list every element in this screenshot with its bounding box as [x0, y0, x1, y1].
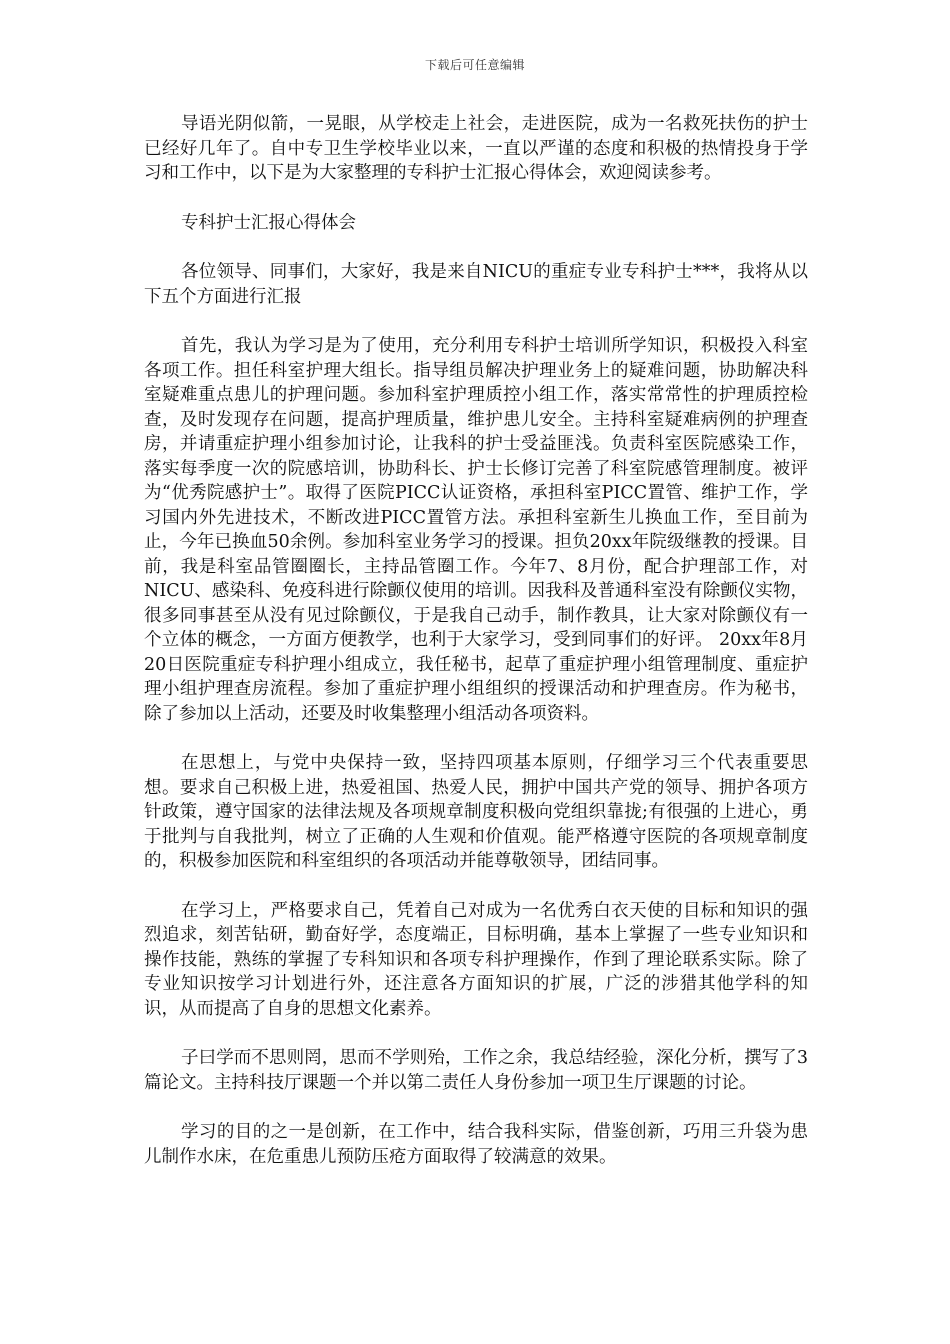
body-paragraph-1: 首先，我认为学习是为了使用，充分利用专科护士培训所学知识，积极投入科室各项工作。担任科室护理大组长。指导组员解决护理业务上的疑难问题，协助解决科室疑难重点患儿的护理问题。参加科室护理质控小组工作，落实常常性的护理质控检查，及时发现存在问题，提高护理质量，维护患儿安全。主持科室疑难病例的护理查房，并请重症护理小组参加讨论，让我科的护士受益匪浅。负责科室医院感染工作，落实每季度一次的院感培训，协助科长、护士长修订完善了科室院感管理制度。被评为“优秀院感护士”。取得了医院PICC认证资格，承担科室PICC置管、维护工作，学习国内外先进技术，不断改进PICC置管方法。承担科室新生儿换血工作，至目前为止，今年已换血50余例。参加科室业务学习的授课。担负20xx年院级继教的授课。目前，我是科室品管圈圈长，主持品管圈工作。今年7、8月份，配合护理部工作，对NICU、感染科、免疫科进行除颤仪使用的培训。因我科及普通科室没有除颤仪实物，很多同事甚至从没有见过除颤仪，于是我自己动手，制作教具，让大家对除颤仪有一个立体的概念，一方面方便教学，也利于大家学习，受到同事们的好评。 20xx年8月20日医院重症专科护理小组成立，我任秘书，起草了重症护理小组管理制度、重症护理小组护理查房流程。参加了重症护理小组组织的授课活动和护理查房。作为秘书，除了参加以上活动，还要及时收集整理小组活动各项资料。 — [144, 336, 808, 724]
body-paragraph-5: 学习的目的之一是创新，在工作中，结合我科实际，借鉴创新，巧用三升袋为患儿制作水床，在危重患儿预防压疮方面取得了较满意的效果。 — [144, 1122, 808, 1167]
document-title: 专科护士汇报心得体会 — [181, 212, 356, 233]
page-header: 下载后可任意编辑 — [424, 58, 525, 72]
document-body — [144, 112, 808, 1194]
body-paragraph-4: 子曰学而不思则罔，思而不学则殆，工作之余，我总结经验，深化分析，撰写了3篇论文。主持科技厅课题一个并以第二责任人身份参加一项卫生厅课题的讨论。 — [144, 1048, 808, 1093]
greeting-paragraph: 各位领导、同事们，大家好，我是来自NICU的重症专业专科护士***，我将从以下五个方面进行汇报 — [144, 262, 808, 307]
intro-paragraph: 导语光阴似箭，一晃眼，从学校走上社会，走进医院，成为一名救死扶伤的护士已经好几年了。自中专卫生学校毕业以来，一直以严谨的态度和积极的热情投身于学习和工作中，以下是为大家整理的专科护士汇报心得体会，欢迎阅读参考。 — [144, 114, 808, 183]
body-paragraph-2: 在思想上，与党中央保持一致，坚持四项基本原则，仔细学习三个代表重要思想。要求自己积极上进，热爱祖国、热爱人民，拥护中国共产党的领导、拥护各项方针政策，遵守国家的法律法规及各项规章制度积极向党组织靠拢;有很强的上进心，勇于批判与自我批判，树立了正确的人生观和价值观。能严格遵守医院的各项规章制度的，积极参加医院和科室组织的各项活动并能尊敬领导，团结同事。 — [144, 753, 808, 871]
body-paragraph-3: 在学习上，严格要求自己，凭着自己对成为一名优秀白衣天使的目标和知识的强烈追求，刻苦钻研，勤奋好学，态度端正，目标明确，基本上掌握了一些专业知识和操作技能，熟练的掌握了专科知识和各项专科护理操作，作到了理论联系实际。除了专业知识按学习计划进行外，还注意各方面知识的扩展，广泛的涉猎其他学科的知识，从而提高了自身的思想文化素养。 — [144, 900, 808, 1019]
